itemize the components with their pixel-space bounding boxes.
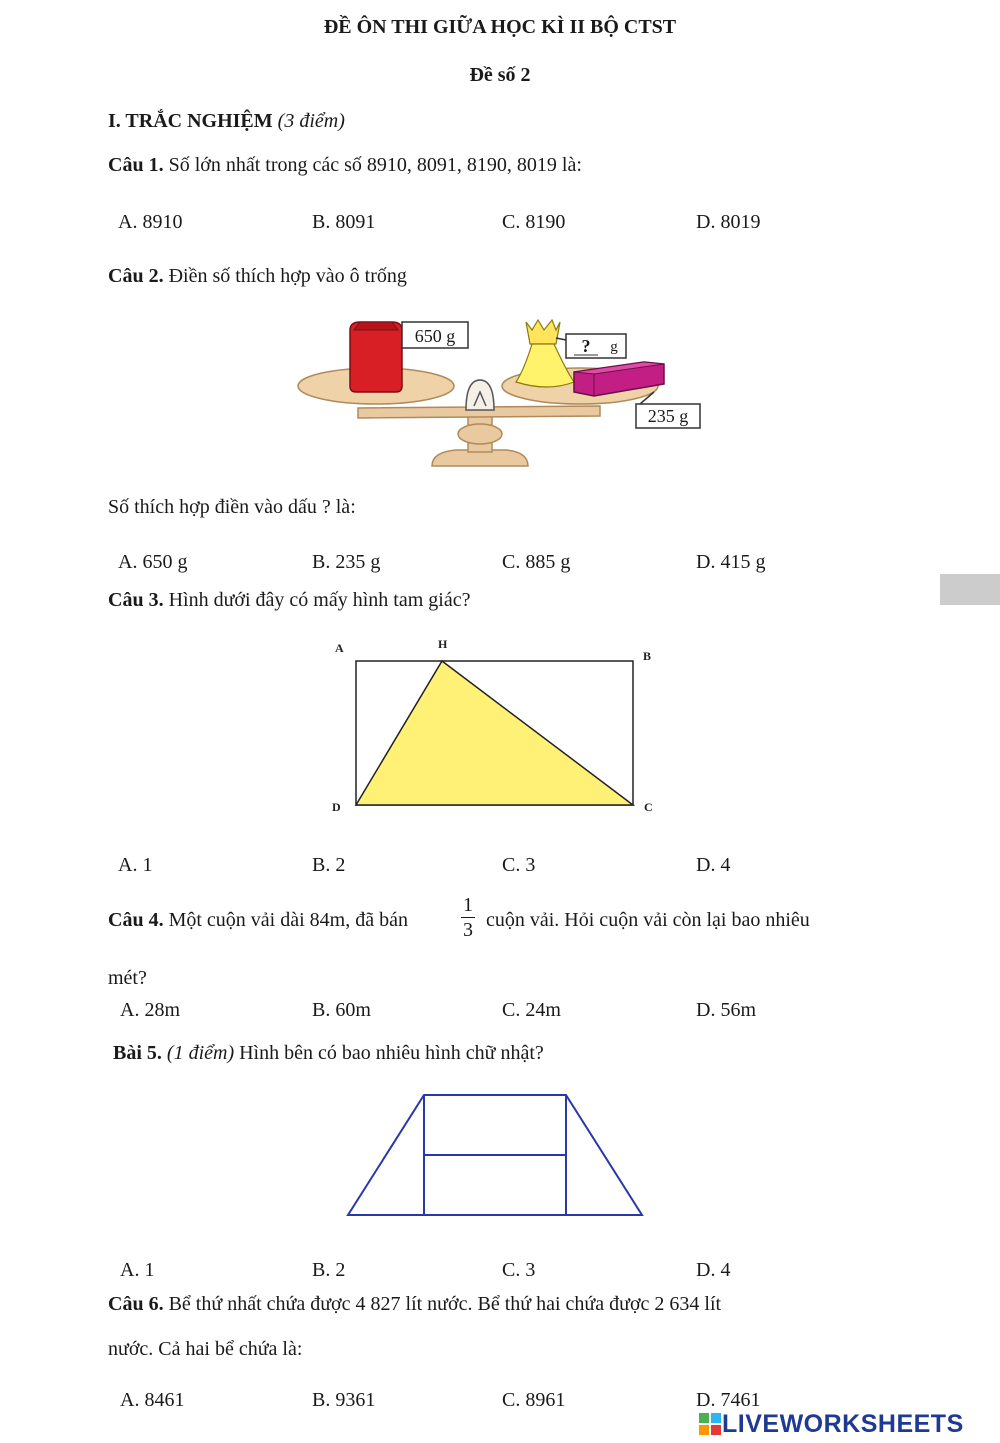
q4-option-b[interactable]: B. 60m (312, 999, 371, 1021)
q3-option-b[interactable]: B. 2 (312, 854, 346, 876)
q2-option-a[interactable]: A. 650 g (118, 551, 188, 573)
question-text-line2: nước. Cả hai bể chứa là: (108, 1338, 303, 1360)
q5-option-b[interactable]: B. 2 (312, 1259, 346, 1281)
question-label: Câu 3. (108, 589, 164, 611)
q1-option-a[interactable]: A. 8910 (118, 211, 183, 233)
triangle-figure (320, 630, 680, 830)
q2-option-b[interactable]: B. 235 g (312, 551, 381, 573)
section-heading (108, 110, 345, 133)
question-label: Câu 4. (108, 909, 164, 931)
question-6 (108, 1293, 721, 1316)
question-points: (1 điểm) (166, 1042, 235, 1064)
q1-option-b[interactable]: B. 8091 (312, 211, 376, 233)
question-text: Hình dưới đây có mấy hình tam giác? (168, 589, 471, 611)
q6-option-c[interactable]: C. 8961 (502, 1389, 566, 1411)
q6-option-b[interactable]: B. 9361 (312, 1389, 376, 1411)
trapezoid-figure (340, 1088, 650, 1222)
q1-option-d[interactable]: D. 8019 (696, 211, 761, 233)
question-text: Số lớn nhất trong các số 8910, 8091, 8190, 8019 là: (168, 154, 582, 176)
side-tab[interactable] (940, 574, 1000, 605)
watermark-text: LIVEWORKSHEETS (722, 1409, 964, 1438)
question-text-after: cuộn vải. Hỏi cuộn vải còn lại bao nhiêu (486, 909, 810, 931)
q3-option-c[interactable]: C. 3 (502, 854, 536, 876)
question-3 (108, 589, 470, 612)
triangle-dhc (356, 661, 633, 805)
fraction-numerator: 1 (463, 894, 473, 916)
liveworksheets-logo-icon (698, 1412, 722, 1436)
fraction-denominator: 3 (463, 919, 473, 941)
question-text-before: Một cuộn vải dài 84m, đã bán (168, 909, 408, 931)
question-2-prompt: Số thích hợp điền vào dấu ? là: (108, 496, 356, 518)
left-weight-label: 650 g (414, 326, 456, 346)
unknown-mark: ? (581, 336, 591, 356)
q2-option-c[interactable]: C. 885 g (502, 551, 571, 573)
question-label: Bài 5. (113, 1042, 162, 1064)
unknown-unit: g (610, 339, 618, 355)
q5-option-a[interactable]: A. 1 (120, 1259, 155, 1281)
question-1 (108, 154, 582, 177)
right-weight-label: 235 g (647, 406, 689, 426)
question-label: Câu 6. (108, 1293, 164, 1315)
q4-option-d[interactable]: D. 56m (696, 999, 756, 1021)
page-title: ĐỀ ÔN THI GIỮA HỌC KÌ II BỘ CTST (323, 16, 677, 38)
q5-option-d[interactable]: D. 4 (696, 1259, 731, 1281)
q3-option-d[interactable]: D. 4 (696, 854, 731, 876)
vertex-b: B (643, 649, 652, 663)
vertex-h: H (438, 637, 448, 651)
question-text: Điền số thích hợp vào ô trống (168, 265, 407, 287)
q5-option-c[interactable]: C. 3 (502, 1259, 536, 1281)
section-points: (3 điểm) (277, 110, 345, 132)
question-text-line2: mét? (108, 967, 147, 989)
q3-option-a[interactable]: A. 1 (118, 854, 153, 876)
red-weight (350, 322, 402, 392)
question-5 (113, 1042, 544, 1065)
vertex-c: C (644, 800, 653, 814)
q4-option-c[interactable]: C. 24m (502, 999, 561, 1021)
vertex-a: A (335, 641, 344, 655)
q6-option-d[interactable]: D. 7461 (696, 1389, 761, 1411)
question-2 (108, 265, 407, 288)
q1-option-c[interactable]: C. 8190 (502, 211, 566, 233)
scale-joint (458, 424, 502, 444)
q4-option-a[interactable]: A. 28m (120, 999, 180, 1021)
question-4 (108, 909, 408, 932)
q2-option-d[interactable]: D. 415 g (696, 551, 766, 573)
question-text: Hình bên có bao nhiêu hình chữ nhật? (239, 1042, 544, 1064)
bag-top (526, 320, 560, 344)
balance-scale-figure (0, 300, 1000, 480)
section-label: I. TRẮC NGHIỆM (108, 110, 273, 132)
vertex-d: D (332, 800, 341, 814)
q6-option-a[interactable]: A. 8461 (120, 1389, 185, 1411)
liveworksheets-watermark[interactable] (698, 1410, 964, 1438)
scale-pointer (466, 380, 494, 410)
question-label: Câu 2. (108, 265, 164, 287)
question-text-line1: Bể thứ nhất chứa được 4 827 lít nước. Bể thứ hai chứa được 2 634 lít (168, 1293, 722, 1315)
question-label: Câu 1. (108, 154, 164, 176)
page-subtitle: Đề số 2 (469, 64, 531, 86)
fraction-one-third (461, 894, 475, 941)
